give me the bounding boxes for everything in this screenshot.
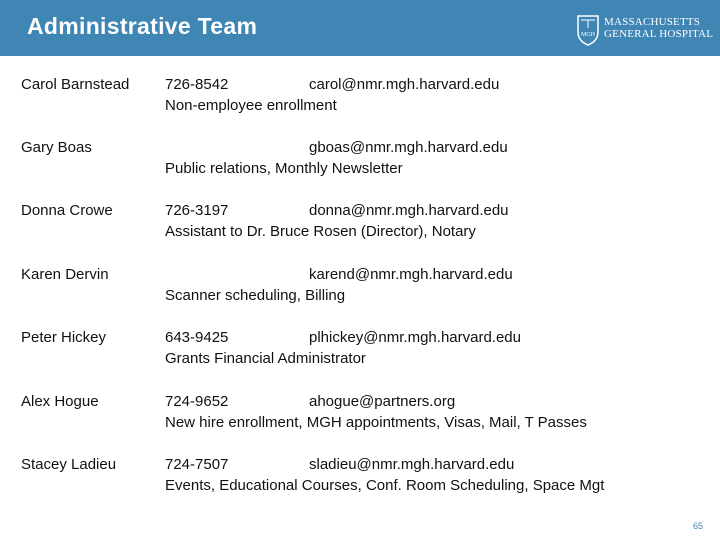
member-duties: Public relations, Monthly Newsletter	[165, 160, 403, 177]
logo-line-2: GENERAL HOSPITAL	[604, 28, 714, 40]
team-entry	[0, 392, 720, 442]
member-name: Alex Hogue	[21, 393, 99, 410]
member-email[interactable]: donna@nmr.mgh.harvard.edu	[309, 202, 509, 219]
member-phone: 724-7507	[165, 456, 229, 473]
member-email[interactable]: carol@nmr.mgh.harvard.edu	[309, 76, 500, 93]
member-duties: Grants Financial Administrator	[165, 350, 366, 367]
mgh-logo	[576, 14, 712, 46]
page-number: 65	[693, 521, 704, 531]
member-email[interactable]: sladieu@nmr.mgh.harvard.edu	[309, 456, 515, 473]
team-entry	[0, 455, 720, 505]
team-entry	[0, 265, 720, 315]
logo-text	[604, 16, 713, 40]
member-phone: 726-8542	[165, 76, 229, 93]
team-entry	[0, 328, 720, 378]
member-duties: New hire enrollment, MGH appointments, Visas, Mail, T Passes	[165, 414, 587, 431]
header-bar	[0, 0, 720, 56]
member-name: Karen Dervin	[21, 266, 109, 283]
logo-line-1: MASSACHUSETTS	[604, 16, 701, 28]
member-duties: Assistant to Dr. Bruce Rosen (Director), Notary	[165, 223, 476, 240]
member-name: Peter Hickey	[21, 329, 107, 346]
logo-mark-text: MGH	[580, 32, 596, 38]
team-entry	[0, 138, 720, 188]
member-email[interactable]: plhickey@nmr.mgh.harvard.edu	[309, 329, 521, 346]
member-email[interactable]: gboas@nmr.mgh.harvard.edu	[309, 139, 508, 156]
member-name: Gary Boas	[21, 139, 92, 156]
page-title: Administrative Team	[27, 13, 258, 39]
team-entry	[0, 75, 720, 125]
member-duties: Scanner scheduling, Billing	[165, 287, 346, 304]
member-duties: Non-employee enrollment	[165, 97, 337, 114]
shield-icon	[576, 14, 600, 46]
member-name: Stacey Ladieu	[21, 456, 117, 473]
team-entry	[0, 201, 720, 251]
member-phone: 726-3197	[165, 202, 229, 219]
member-phone: 643-9425	[165, 329, 229, 346]
member-email[interactable]: karend@nmr.mgh.harvard.edu	[309, 266, 513, 283]
member-email[interactable]: ahogue@partners.org	[309, 393, 456, 410]
member-phone: 724-9652	[165, 393, 229, 410]
member-duties: Events, Educational Courses, Conf. Room Scheduling, Space Mgt	[165, 477, 605, 494]
member-name: Carol Barnstead	[21, 76, 130, 93]
member-name: Donna Crowe	[21, 202, 113, 219]
